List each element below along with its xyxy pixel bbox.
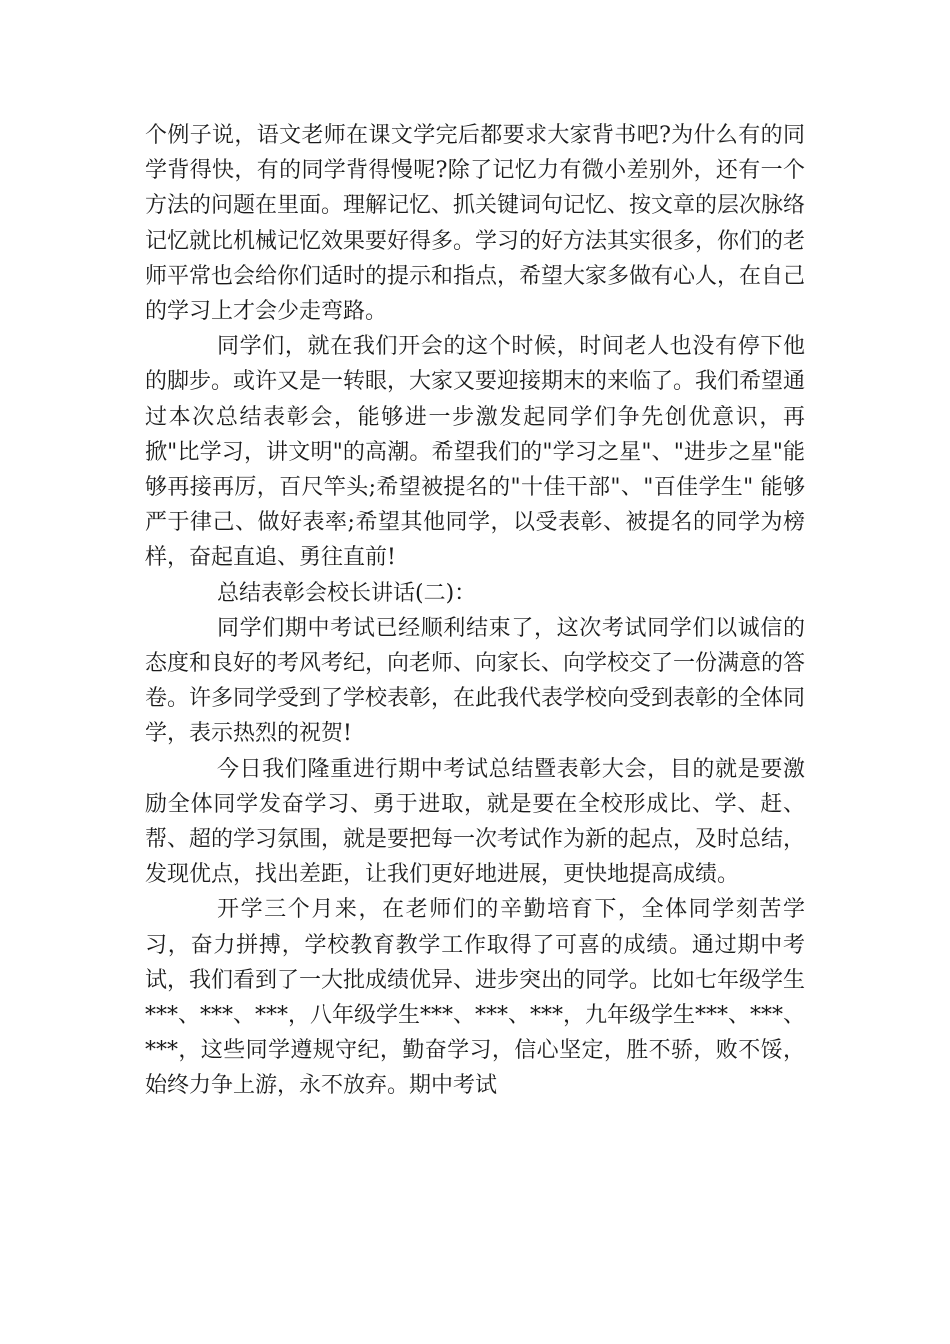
paragraph: 开学三个月来，在老师们的辛勤培育下，全体同学刻苦学习，奋力拼搏，学校教育教学工作取得了可喜的成绩。通过期中考试，我们看到了一大批成绩优异、进步突出的同学。比如七年级学生***、***、***，八年级学生***、***、***，九年级学生***、***、***，这些同学遵规守纪，勤奋学习，信心坚定，胜不骄，败不馁，始终力争上游，永不放弃。期中考试 [145,897,806,1099]
paragraph: 今日我们隆重进行期中考试总结暨表彰大会，目的就是要激励全体同学发奋学习、勇于进取，就是要在全校形成比、学、赶、帮、超的学习氛围，就是要把每一次考试作为新的起点，及时总结，发现优点，找出差距，让我们更好地进展，更快地提高成绩。 [145,756,806,888]
document-page [145,118,805,1104]
section-heading: 总结表彰会校长讲话(二)： [217,580,477,606]
paragraph: 同学们，就在我们开会的这个时候，时间老人也没有停下他的脚步。或许又是一转眼，大家又要迎接期末的来临了。我们希望通过本次总结表彰会，能够进一步激发起同学们争先创优意识，再掀"比学习，讲文明"的高潮。希望我们的"学习之星"、"进步之星"能够再接再厉，百尺竿头;希望被提名的"十佳干部"、"百佳学生" 能够严于律己、做好表率;希望其他同学，以受表彰、被提名的同学为榜样，奋起直追、勇往直前! [145,334,806,571]
paragraph: 同学们期中考试已经顺利结束了，这次考试同学们以诚信的态度和良好的考风考纪，向老师、向家长、向学校交了一份满意的答卷。许多同学受到了学校表彰，在此我代表学校向受到表彰的全体同学，表示热烈的祝贺! [145,615,806,747]
paragraph-continued: 个例子说，语文老师在课文学完后都要求大家背书吧?为什么有的同学背得快，有的同学背得慢呢?除了记忆力有微小差别外，还有一个方法的问题在里面。理解记忆、抓关键词句记忆、按文章的层次脉络记忆就比机械记忆效果要好得多。学习的好方法其实很多，你们的老师平常也会给你们适时的提示和指点，希望大家多做有心人，在自己的学习上才会少走弯路。 [145,123,806,325]
